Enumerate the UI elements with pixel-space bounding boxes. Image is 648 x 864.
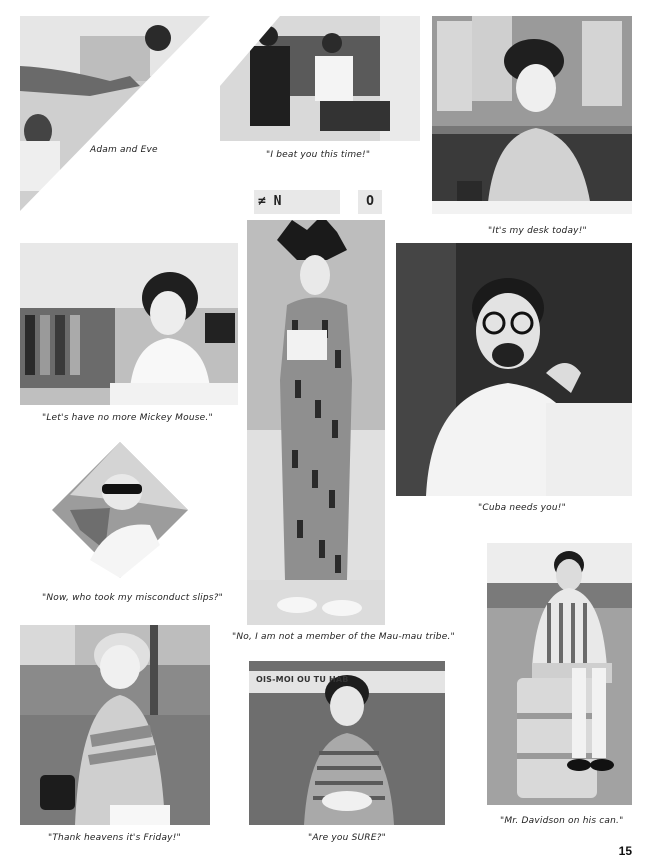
caption-misconduct: "Now, who took my misconduct slips?": [42, 593, 223, 603]
sign-card-right: O: [358, 190, 382, 214]
photo-are-you-sure: [249, 661, 445, 825]
photo-mau-mau: [247, 220, 385, 625]
photo-friday: [20, 625, 210, 825]
photo-misconduct: [50, 440, 190, 580]
caption-cuba: "Cuba needs you!": [478, 503, 566, 513]
caption-adam-and-eve: Adam and Eve: [90, 145, 158, 155]
photo-my-desk: [432, 16, 632, 214]
photo-mickey-mouse: [20, 243, 238, 405]
caption-are-you-sure: "Are you SURE?": [308, 833, 386, 843]
photo-adam-and-eve: [20, 16, 210, 211]
caption-mau-mau: "No, I am not a member of the Mau-mau tribe.": [232, 632, 455, 642]
caption-davidson: "Mr. Davidson on his can.": [500, 816, 624, 826]
photo-davidson: [487, 543, 632, 805]
caption-beat-you: "I beat you this time!": [266, 150, 371, 160]
sign-card-left: ≠ N: [254, 190, 340, 214]
caption-my-desk: "It's my desk today!": [488, 226, 587, 236]
page-number: 15: [618, 844, 632, 858]
photo-cuba: [396, 243, 632, 496]
caption-friday: "Thank heavens it's Friday!": [48, 833, 181, 843]
photo-beat-you: [220, 16, 420, 141]
caption-mickey-mouse: "Let's have no more Mickey Mouse.": [42, 413, 213, 423]
chalkboard-text: OIS-MOI OU TU HAB: [256, 675, 349, 684]
